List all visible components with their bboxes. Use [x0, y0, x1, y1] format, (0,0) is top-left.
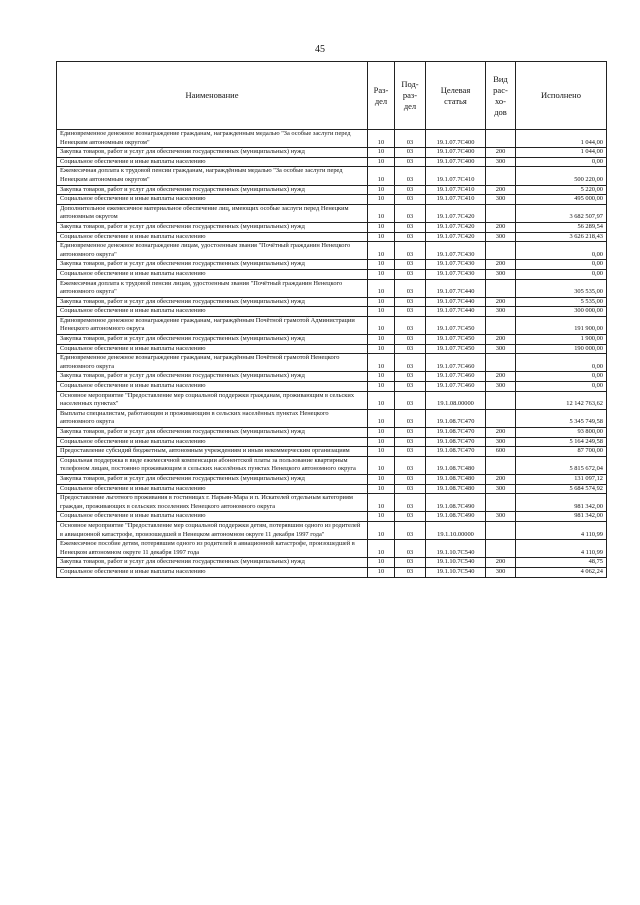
row-podrazdel: 03: [395, 185, 426, 195]
row-razdel: 10: [368, 494, 395, 512]
row-razdel: 10: [368, 354, 395, 372]
row-name: Закупка товаров, работ и услуг для обеспечения государственных (муниципальных) нужд: [57, 558, 368, 568]
row-podrazdel: 03: [395, 567, 426, 577]
row-amount: 305 535,00: [516, 279, 607, 297]
row-razdel: 10: [368, 335, 395, 345]
row-podrazdel: 03: [395, 316, 426, 334]
row-name: Социальное обеспечение и иные выплаты населению: [57, 232, 368, 242]
row-podrazdel: 03: [395, 195, 426, 205]
row-podrazdel: 03: [395, 494, 426, 512]
row-razdel: 10: [368, 484, 395, 494]
row-name: Единовременное денежное вознаграждение гражданам, награждённым Почётной грамотой Ненецкого автономного округа: [57, 354, 368, 372]
row-vid: 200: [486, 474, 516, 484]
row-podrazdel: 03: [395, 344, 426, 354]
row-name: Выплаты специалистам, работающим и проживающим в сельских населённых пунктах Ненецкого автономного округа: [57, 409, 368, 427]
row-statya: 19.1.07.7С440: [426, 307, 486, 317]
table-row: [57, 521, 607, 539]
row-amount: 93 800,00: [516, 428, 607, 438]
row-razdel: 10: [368, 307, 395, 317]
row-vid: 200: [486, 558, 516, 568]
row-amount: 3 682 507,97: [516, 204, 607, 222]
row-podrazdel: 03: [395, 456, 426, 474]
table-header-row: [57, 62, 607, 130]
row-razdel: 10: [368, 279, 395, 297]
row-amount: 12 142 763,62: [516, 391, 607, 409]
row-razdel: 10: [368, 456, 395, 474]
table-row: [57, 307, 607, 317]
row-vid: 200: [486, 297, 516, 307]
row-statya: 19.1.07.7С450: [426, 344, 486, 354]
row-statya: 19.1.07.7С460: [426, 372, 486, 382]
row-amount: 4 062,24: [516, 567, 607, 577]
row-amount: 56 289,54: [516, 222, 607, 232]
row-podrazdel: 03: [395, 391, 426, 409]
table-row: [57, 540, 607, 558]
row-statya: 19.1.08.00000: [426, 391, 486, 409]
row-razdel: 10: [368, 521, 395, 539]
row-name: Социальное обеспечение и иные выплаты населению: [57, 484, 368, 494]
row-podrazdel: 03: [395, 167, 426, 185]
table-row: [57, 269, 607, 279]
table-row: [57, 354, 607, 372]
row-amount: 5 684 574,92: [516, 484, 607, 494]
row-vid: 300: [486, 484, 516, 494]
table-row: [57, 335, 607, 345]
row-name: Предоставление льготного проживания в гостиницах г. Нарьян-Мара и п. Искателей отдельным категориям граждан, проживающих в сельских поселениях Ненецкого автономного округа: [57, 494, 368, 512]
row-razdel: 10: [368, 567, 395, 577]
table-row: [57, 195, 607, 205]
table-row: [57, 242, 607, 260]
row-amount: 5 535,00: [516, 297, 607, 307]
table-row: [57, 316, 607, 334]
row-name: Закупка товаров, работ и услуг для обеспечения государственных (муниципальных) нужд: [57, 372, 368, 382]
row-razdel: 10: [368, 474, 395, 484]
row-razdel: 10: [368, 382, 395, 392]
row-razdel: 10: [368, 157, 395, 167]
row-vid: 300: [486, 512, 516, 522]
row-statya: 19.1.10.7С540: [426, 558, 486, 568]
row-amount: 87 700,00: [516, 447, 607, 457]
row-amount: 300 000,00: [516, 307, 607, 317]
table-row: [57, 567, 607, 577]
row-name: Основное мероприятие "Предоставление мер социальной поддержки детям, потерявшим одного из родителей в авиационной катастрофе, произошедшей в Ненецком автономном округе 11 декабря 1997 года": [57, 521, 368, 539]
row-name: Закупка товаров, работ и услуг для обеспечения государственных (муниципальных) нужд: [57, 428, 368, 438]
row-razdel: 10: [368, 269, 395, 279]
row-name: Социальное обеспечение и иные выплаты населению: [57, 382, 368, 392]
row-name: Закупка товаров, работ и услуг для обеспечения государственных (муниципальных) нужд: [57, 260, 368, 270]
row-vid: 200: [486, 185, 516, 195]
row-podrazdel: 03: [395, 204, 426, 222]
row-vid: [486, 409, 516, 427]
row-podrazdel: 03: [395, 447, 426, 457]
table-row: [57, 260, 607, 270]
row-name: Единовременное денежное вознаграждение гражданам, награжденным медалью "За особые заслуги перед Ненецким автономным округом": [57, 130, 368, 148]
row-statya: 19.1.07.7С410: [426, 195, 486, 205]
row-amount: 1 044,00: [516, 130, 607, 148]
row-vid: 200: [486, 428, 516, 438]
row-podrazdel: 03: [395, 512, 426, 522]
row-name: Социальное обеспечение и иные выплаты населению: [57, 344, 368, 354]
row-name: Социальное обеспечение и иные выплаты населению: [57, 195, 368, 205]
row-statya: 19.1.07.7С460: [426, 354, 486, 372]
row-statya: 19.1.07.7С400: [426, 130, 486, 148]
row-statya: 19.1.07.7С420: [426, 204, 486, 222]
row-statya: 19.1.08.7С470: [426, 437, 486, 447]
row-razdel: 10: [368, 167, 395, 185]
row-vid: 300: [486, 344, 516, 354]
row-vid: [486, 242, 516, 260]
row-vid: [486, 167, 516, 185]
table-row: [57, 512, 607, 522]
row-podrazdel: 03: [395, 269, 426, 279]
table-row: [57, 391, 607, 409]
row-amount: 48,75: [516, 558, 607, 568]
row-amount: 131 097,12: [516, 474, 607, 484]
row-podrazdel: 03: [395, 260, 426, 270]
header-vid: Вид рас- хо- дов: [486, 62, 516, 130]
header-ispolneno: Исполнено: [516, 62, 607, 130]
table-row: [57, 167, 607, 185]
row-statya: 19.1.08.7С490: [426, 512, 486, 522]
row-amount: 500 220,00: [516, 167, 607, 185]
row-vid: 600: [486, 447, 516, 457]
row-razdel: 10: [368, 391, 395, 409]
row-amount: 0,00: [516, 157, 607, 167]
table-row: [57, 148, 607, 158]
row-amount: 191 900,00: [516, 316, 607, 334]
row-podrazdel: 03: [395, 297, 426, 307]
row-podrazdel: 03: [395, 484, 426, 494]
page-number: 45: [315, 44, 325, 55]
row-razdel: 10: [368, 512, 395, 522]
row-vid: 200: [486, 148, 516, 158]
row-amount: 0,00: [516, 242, 607, 260]
row-name: Единовременное денежное вознаграждение гражданам, награждённым Почётной грамотой Администрации Ненецкого автономного округа: [57, 316, 368, 334]
row-amount: 4 110,99: [516, 521, 607, 539]
row-amount: 0,00: [516, 372, 607, 382]
table-row: [57, 344, 607, 354]
row-razdel: 10: [368, 316, 395, 334]
row-vid: [486, 279, 516, 297]
row-statya: 19.1.07.7С430: [426, 242, 486, 260]
row-statya: 19.1.08.7С480: [426, 484, 486, 494]
row-vid: [486, 391, 516, 409]
header-podrazdel: Под- раз- дел: [395, 62, 426, 130]
row-statya: 19.1.08.7С470: [426, 409, 486, 427]
table-row: [57, 130, 607, 148]
table-row: [57, 474, 607, 484]
header-name: Наименование: [57, 62, 368, 130]
row-name: Дополнительное ежемесячное материальное обеспечение лиц, имеющих особые заслуги перед Ненецким автономным округом: [57, 204, 368, 222]
row-vid: [486, 204, 516, 222]
table-row: [57, 204, 607, 222]
table-row: [57, 484, 607, 494]
row-vid: [486, 521, 516, 539]
row-vid: 300: [486, 382, 516, 392]
row-vid: 300: [486, 232, 516, 242]
table-row: [57, 558, 607, 568]
row-statya: 19.1.07.7С440: [426, 297, 486, 307]
row-podrazdel: 03: [395, 521, 426, 539]
row-razdel: 10: [368, 232, 395, 242]
row-vid: [486, 316, 516, 334]
row-statya: 19.1.08.7С470: [426, 447, 486, 457]
row-podrazdel: 03: [395, 335, 426, 345]
row-podrazdel: 03: [395, 409, 426, 427]
row-name: Социальное обеспечение и иные выплаты населению: [57, 437, 368, 447]
row-razdel: 10: [368, 428, 395, 438]
row-name: Закупка товаров, работ и услуг для обеспечения государственных (муниципальных) нужд: [57, 335, 368, 345]
row-vid: 200: [486, 335, 516, 345]
row-podrazdel: 03: [395, 222, 426, 232]
row-podrazdel: 03: [395, 242, 426, 260]
row-name: Социальное обеспечение и иные выплаты населению: [57, 512, 368, 522]
row-podrazdel: 03: [395, 382, 426, 392]
row-podrazdel: 03: [395, 157, 426, 167]
row-podrazdel: 03: [395, 232, 426, 242]
row-podrazdel: 03: [395, 474, 426, 484]
row-razdel: 10: [368, 297, 395, 307]
row-name: Ежемесячное пособие детям, потерявшим одного из родителей в авиационной катастрофе, произошедшей в Ненецком автономном округе 11 декабря 1997 года: [57, 540, 368, 558]
row-vid: [486, 456, 516, 474]
row-razdel: 10: [368, 222, 395, 232]
row-statya: 19.1.08.7С480: [426, 474, 486, 484]
row-podrazdel: 03: [395, 558, 426, 568]
row-podrazdel: 03: [395, 130, 426, 148]
row-vid: [486, 494, 516, 512]
row-name: Закупка товаров, работ и услуг для обеспечения государственных (муниципальных) нужд: [57, 222, 368, 232]
row-podrazdel: 03: [395, 354, 426, 372]
row-amount: 190 000,00: [516, 344, 607, 354]
row-podrazdel: 03: [395, 372, 426, 382]
row-name: Закупка товаров, работ и услуг для обеспечения государственных (муниципальных) нужд: [57, 474, 368, 484]
row-amount: 981 342,00: [516, 494, 607, 512]
row-vid: 300: [486, 195, 516, 205]
row-name: Закупка товаров, работ и услуг для обеспечения государственных (муниципальных) нужд: [57, 148, 368, 158]
row-statya: 19.1.07.7С400: [426, 148, 486, 158]
row-amount: 1 900,00: [516, 335, 607, 345]
row-statya: 19.1.07.7С410: [426, 167, 486, 185]
row-vid: [486, 354, 516, 372]
row-name: Ежемесячная доплата к трудовой пенсии лицам, удостоенным звания "Почётный гражданин Ненецкого автономного округа": [57, 279, 368, 297]
row-razdel: 10: [368, 372, 395, 382]
row-vid: 200: [486, 260, 516, 270]
row-statya: 19.1.07.7С420: [426, 232, 486, 242]
row-amount: 0,00: [516, 260, 607, 270]
row-name: Предоставление субсидий бюджетным, автономным учреждениям и иным некоммерческим организациям: [57, 447, 368, 457]
table-row: [57, 157, 607, 167]
row-razdel: 10: [368, 260, 395, 270]
table-row: [57, 409, 607, 427]
row-vid: 300: [486, 307, 516, 317]
row-name: Социальная поддержка в виде ежемесячной компенсации абонентской платы за пользование квартирным телефоном лицам, постоянно проживающим в сельских населённых пунктах Ненецкого автономного округа: [57, 456, 368, 474]
row-podrazdel: 03: [395, 540, 426, 558]
row-razdel: 10: [368, 409, 395, 427]
table-row: [57, 279, 607, 297]
table-row: [57, 232, 607, 242]
row-statya: 19.1.08.7С490: [426, 494, 486, 512]
header-razdel: Раз- дел: [368, 62, 395, 130]
row-podrazdel: 03: [395, 307, 426, 317]
row-amount: 5 345 749,58: [516, 409, 607, 427]
table-row: [57, 297, 607, 307]
row-podrazdel: 03: [395, 148, 426, 158]
row-vid: 300: [486, 437, 516, 447]
row-razdel: 10: [368, 195, 395, 205]
row-statya: 19.1.07.7С420: [426, 222, 486, 232]
row-razdel: 10: [368, 437, 395, 447]
row-podrazdel: 03: [395, 279, 426, 297]
row-razdel: 10: [368, 558, 395, 568]
table-row: [57, 428, 607, 438]
row-name: Социальное обеспечение и иные выплаты населению: [57, 269, 368, 279]
row-name: Закупка товаров, работ и услуг для обеспечения государственных (муниципальных) нужд: [57, 297, 368, 307]
row-amount: 0,00: [516, 382, 607, 392]
row-name: Социальное обеспечение и иные выплаты населению: [57, 307, 368, 317]
table-row: [57, 222, 607, 232]
table-row: [57, 447, 607, 457]
row-razdel: 10: [368, 447, 395, 457]
table-row: [57, 456, 607, 474]
row-vid: 200: [486, 222, 516, 232]
row-amount: 0,00: [516, 269, 607, 279]
row-vid: 200: [486, 372, 516, 382]
row-vid: 300: [486, 269, 516, 279]
row-statya: 19.1.08.7С480: [426, 456, 486, 474]
row-name: Ежемесячная доплата к трудовой пенсии гражданам, награждённым медалью "За особые заслуги перед Ненецким автономным округом": [57, 167, 368, 185]
row-statya: 19.1.07.7С430: [426, 269, 486, 279]
row-statya: 19.1.07.7С430: [426, 260, 486, 270]
row-vid: 300: [486, 157, 516, 167]
table-row: [57, 382, 607, 392]
row-amount: 1 044,00: [516, 148, 607, 158]
row-name: Закупка товаров, работ и услуг для обеспечения государственных (муниципальных) нужд: [57, 185, 368, 195]
row-name: Социальное обеспечение и иные выплаты населению: [57, 157, 368, 167]
table-body: [57, 130, 607, 578]
row-razdel: 10: [368, 344, 395, 354]
row-statya: 19.1.07.7С460: [426, 382, 486, 392]
row-name: Социальное обеспечение и иные выплаты населению: [57, 567, 368, 577]
row-amount: 981 342,00: [516, 512, 607, 522]
row-amount: 495 000,00: [516, 195, 607, 205]
row-podrazdel: 03: [395, 428, 426, 438]
row-amount: 3 626 218,43: [516, 232, 607, 242]
row-statya: 19.1.07.7С400: [426, 157, 486, 167]
row-name: Основное мероприятие "Предоставление мер социальной поддержки гражданам, проживающим в сельских населенных пунктах": [57, 391, 368, 409]
table-row: [57, 185, 607, 195]
row-vid: [486, 130, 516, 148]
row-name: Единовременное денежное вознаграждение лицам, удостоенным звания "Почётный гражданин Ненецкого автономного округа": [57, 242, 368, 260]
row-podrazdel: 03: [395, 437, 426, 447]
row-razdel: 10: [368, 148, 395, 158]
row-razdel: 10: [368, 204, 395, 222]
budget-table: [56, 61, 607, 578]
row-amount: 5 220,00: [516, 185, 607, 195]
table-row: [57, 494, 607, 512]
row-statya: 19.1.07.7С410: [426, 185, 486, 195]
row-statya: 19.1.10.00000: [426, 521, 486, 539]
row-statya: 19.1.07.7С450: [426, 335, 486, 345]
row-vid: 300: [486, 567, 516, 577]
row-statya: 19.1.07.7С440: [426, 279, 486, 297]
table-row: [57, 372, 607, 382]
row-statya: 19.1.08.7С470: [426, 428, 486, 438]
row-razdel: 10: [368, 185, 395, 195]
header-statya: Целевая статья: [426, 62, 486, 130]
row-razdel: 10: [368, 540, 395, 558]
row-vid: [486, 540, 516, 558]
row-amount: 5 164 249,58: [516, 437, 607, 447]
table-row: [57, 437, 607, 447]
row-statya: 19.1.10.7С540: [426, 540, 486, 558]
row-amount: 0,00: [516, 354, 607, 372]
row-amount: 4 110,99: [516, 540, 607, 558]
row-razdel: 10: [368, 130, 395, 148]
row-statya: 19.1.10.7С540: [426, 567, 486, 577]
row-statya: 19.1.07.7С450: [426, 316, 486, 334]
row-razdel: 10: [368, 242, 395, 260]
row-amount: 5 815 672,04: [516, 456, 607, 474]
